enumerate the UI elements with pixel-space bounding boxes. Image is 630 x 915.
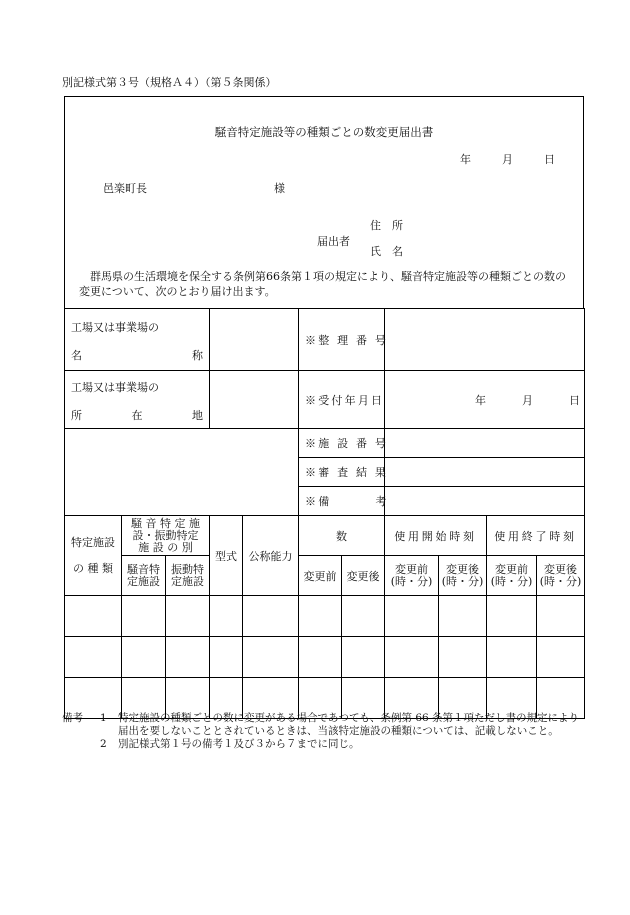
data-cell[interactable] [537,637,585,678]
factory-name-field[interactable] [210,309,299,371]
facility-table [64,308,585,719]
table-row [65,637,585,678]
received-date-field[interactable]: 年 月 日 [385,371,585,429]
vibration-facility-header: 振動特 定施設 [166,556,210,596]
data-cell[interactable] [342,596,385,637]
facility-number-field[interactable] [385,429,585,458]
data-cell[interactable] [537,596,585,637]
data-cell[interactable] [65,637,122,678]
note-item [62,712,582,738]
data-cell[interactable] [243,596,299,637]
received-date-label: ※受付年月日 [299,371,385,429]
notes-section [62,712,582,751]
data-cell[interactable] [385,637,439,678]
model-header: 型式 [210,516,243,596]
data-cell[interactable] [122,637,166,678]
capacity-header: 公称能力 [243,516,299,596]
serial-number-field[interactable] [385,309,585,371]
form-title: 騒音特定施設等の種類ごとの数変更届出書 [214,125,434,139]
facility-number-label: ※施 設 番 号 [299,429,385,458]
review-result-label: ※審 査 結 果 [299,458,385,487]
data-cell[interactable] [342,637,385,678]
factory-location-label: 工場又は事業場の 所 在 地 [65,371,210,429]
declaration-text: 群馬県の生活環境を保全する条例第66条第１項の規定により、騒音特定施設等の種類ごとの数の変更について、次のとおり届け出ます。 [79,270,566,298]
notes-heading: 備考 [62,712,83,724]
remarks-label: ※備 考 [299,487,385,516]
data-cell[interactable] [299,637,342,678]
note-item [62,738,582,751]
honorific: 様 [274,182,285,195]
data-cell[interactable] [385,596,439,637]
facility-type-header: 特定施設 の 種 類 [65,516,122,596]
data-cell[interactable] [166,637,210,678]
data-cell[interactable] [65,596,122,637]
count-header: 数 [299,516,385,556]
serial-number-label: ※整 理 番 号 [299,309,385,371]
note-text: 別記様式第１号の備考１及び３から７までに同じ。 [118,738,360,750]
table-row [65,596,585,637]
data-cell[interactable] [243,637,299,678]
date-day: 日 [544,153,555,166]
data-cell[interactable] [166,596,210,637]
note-number: 2 [100,738,107,750]
start-time-header: 使用開始時刻 [385,516,487,556]
data-cell[interactable] [439,637,487,678]
count-before-header: 変更前 [299,556,342,596]
applicant-label: 届出者 [317,235,350,248]
end-time-header: 使用終了時刻 [487,516,585,556]
submission-date[interactable] [460,151,555,167]
data-cell[interactable] [439,596,487,637]
data-cell[interactable] [487,637,537,678]
end-after-header: 変更後 (時・分) [537,556,585,596]
data-cell[interactable] [210,596,243,637]
data-cell[interactable] [299,596,342,637]
blank-area [65,429,299,516]
applicant-name-label: 氏 名 [370,245,403,258]
remarks-field[interactable] [385,487,585,516]
start-before-header: 変更前 (時・分) [385,556,439,596]
noise-facility-header: 騒音特 定施設 [122,556,166,596]
note-number: 1 [100,712,107,724]
applicant-address-label: 住 所 [370,219,403,232]
data-cell[interactable] [210,637,243,678]
facility-kind-header: 騒 音 特 定 施 設・振動特定 施 設 の 別 [122,516,210,556]
addressee: 邑楽町長 [103,182,147,195]
date-month: 月 [502,153,513,166]
factory-location-field[interactable] [210,371,299,429]
date-year: 年 [460,153,471,166]
count-after-header: 変更後 [342,556,385,596]
start-after-header: 変更後 (時・分) [439,556,487,596]
review-result-field[interactable] [385,458,585,487]
form-header-box [64,96,584,309]
data-cell[interactable] [122,596,166,637]
note-text: 特定施設の種類ごとの数に変更がある場合であつても、条例第 66 条第１項ただし書の規定により届出を要しないこととされているときは、当該特定施設の種類については、記載しないこと。 [118,712,580,737]
data-cell[interactable] [487,596,537,637]
end-before-header: 変更前 (時・分) [487,556,537,596]
factory-name-label: 工場又は事業場の 名 称 [65,309,210,371]
form-identifier: 別記様式第３号（規格Ａ４）（第５条関係） [62,76,277,89]
